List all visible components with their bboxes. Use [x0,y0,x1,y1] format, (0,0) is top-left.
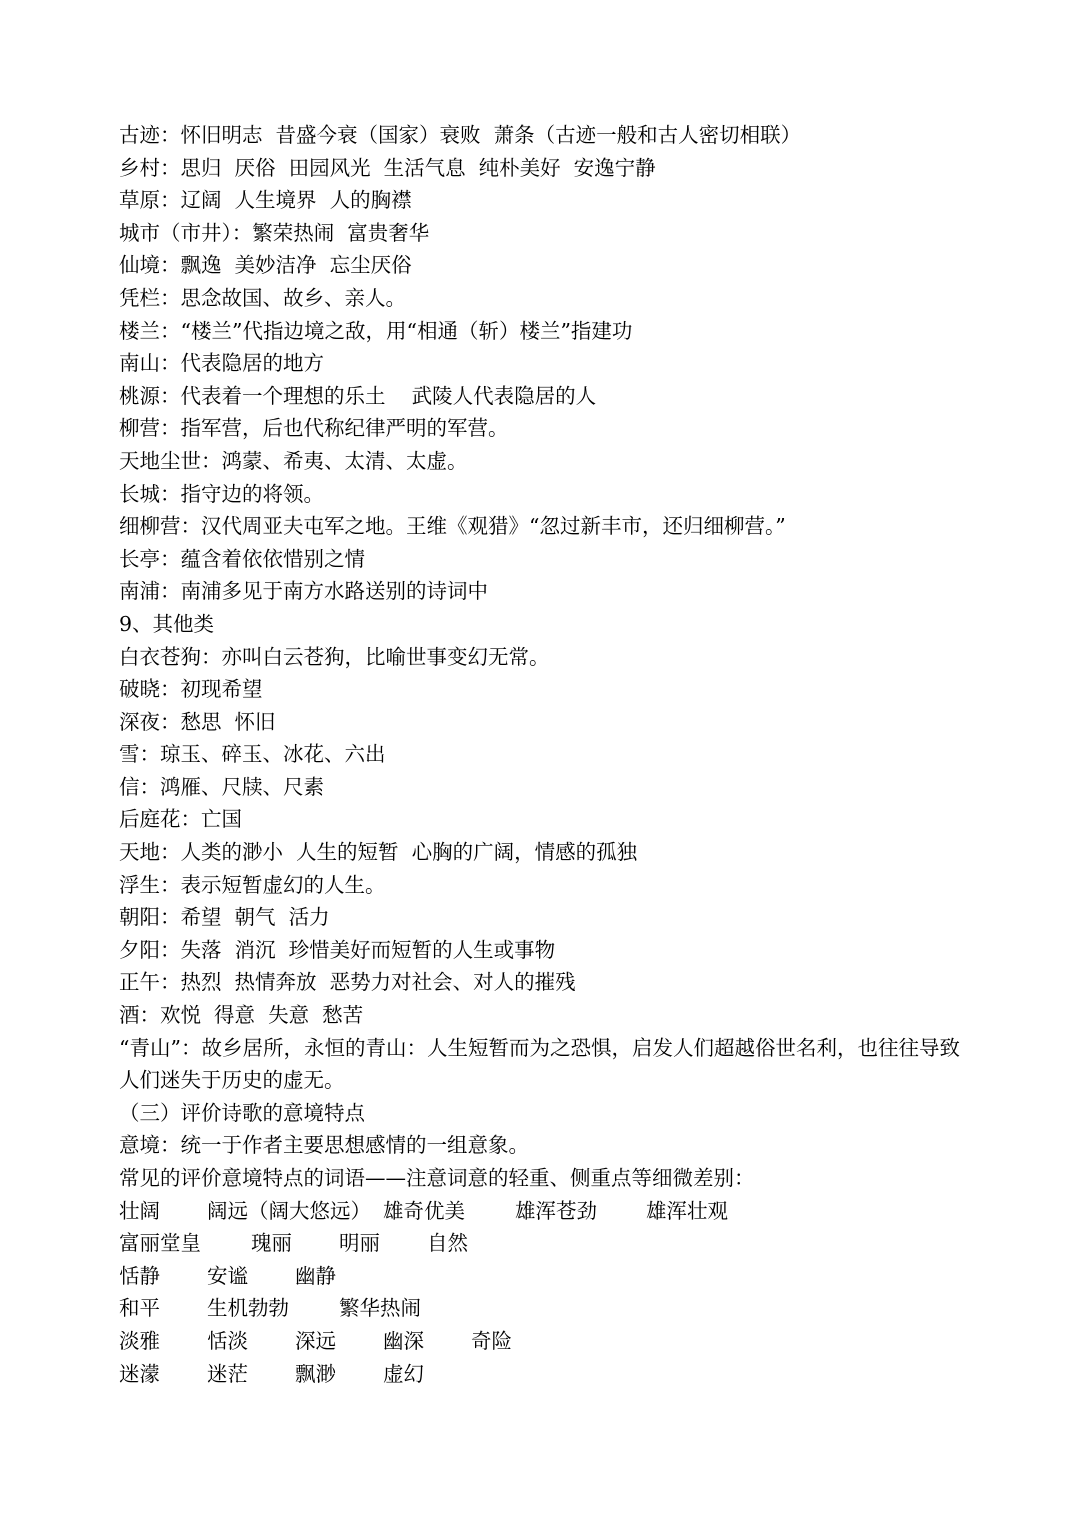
text-line-poxiao: 破晓：初现希望 [119,677,263,702]
word-cell: 恬静 [119,1263,160,1288]
word-row [119,1358,979,1391]
text-line-tiandi: 天地：人类的渺小 人生的短暂 心胸的广阔，情感的孤独 [119,840,638,865]
text-line-baiyi-cangou: 白衣苍狗：亦叫白云苍狗，比喻世事变幻无常。 [119,644,550,669]
definition-line: 意境：统一于作者主要思想感情的一组意象。 [119,1133,529,1158]
text-line-jiu: 酒：欢悦 得意 失意 愁苦 [119,1003,364,1028]
word-row [119,1195,979,1228]
word-cell: 幽深 [383,1328,424,1353]
word-cell: 富丽堂皇 [119,1231,201,1256]
word-row [119,1227,979,1260]
word-cell: 安谧 [207,1263,248,1288]
word-cell: 壮阔 [119,1198,160,1223]
word-cell: 雄浑壮观 [646,1198,728,1223]
section-heading-qita: 9、其他类 [119,611,215,636]
text-line-xin: 信：鸿雁、尺牍、尺素 [119,774,324,799]
text-line-fusheng: 浮生：表示短暂虚幻的人生。 [119,872,386,897]
word-cell: 迷濛 [119,1361,160,1386]
word-cell: 幽静 [295,1263,336,1288]
word-cell: 生机勃勃 [207,1296,289,1321]
text-line-zhengwu: 正午：热烈 热情奔放 恶势力对社会、对人的摧残 [119,970,576,995]
text-line-houtinghua: 后庭花：亡国 [119,807,242,832]
text-line-caoyuan: 草原：辽阔 人生境界 人的胸襟 [119,188,412,213]
word-cell: 瑰丽 [251,1231,292,1256]
text-line-shenye: 深夜：愁思 怀旧 [119,709,276,734]
word-row [119,1260,979,1293]
common-words-intro: 常见的评价意境特点的词语——注意词意的轻重、侧重点等细微差别： [119,1166,755,1190]
word-cell: 繁华热闹 [339,1296,421,1321]
text-line-nanshan: 南山：代表隐居的地方 [119,351,324,376]
word-cell: 奇险 [471,1328,512,1353]
paragraph-qingshan: “青山”：故乡居所，永恒的青山：人生短暂而为之恐惧，启发人们超越俗世名利，也往往导致人们迷失于历史的虚无。 [119,1035,960,1093]
word-cell: 淡雅 [119,1328,160,1353]
word-cell: 阔远（阔大悠远） [207,1198,371,1223]
text-line-xianjing: 仙境：飘逸 美妙洁净 忘尘厌俗 [119,253,412,278]
word-row [119,1325,979,1358]
word-cell: 和平 [119,1296,160,1321]
text-line-guji: 古迹：怀旧明志 昔盛今衰（国家）衰败 萧条（古迹一般和古人密切相联） [119,123,802,147]
text-line-zhaoyang: 朝阳：希望 朝气 活力 [119,905,330,930]
word-cell: 迷茫 [207,1361,248,1386]
text-line-loulan: 楼兰：“楼兰”代指边境之敌，用“相通（斩）楼兰”指建功 [119,318,633,343]
text-line-xiliuying: 细柳营：汉代周亚夫屯军之地。王维《观猎》“忽过新丰市，还归细柳营。” [119,514,786,539]
word-cell: 深远 [295,1328,336,1353]
text-line-tiandi-chenshi: 天地尘世：鸿蒙、希夷、太清、太虚。 [119,448,468,473]
text-line-pinglan: 凭栏：思念故国、故乡、亲人。 [119,285,406,310]
text-line-changcheng: 长城：指守边的将领。 [119,481,324,506]
text-line-liuying: 柳营：指军营，后也代称纪律严明的军营。 [119,416,509,441]
text-line-nanpu: 南浦：南浦多见于南方水路送别的诗词中 [119,579,488,604]
word-cell: 飘渺 [295,1361,336,1386]
word-cell: 恬淡 [207,1328,248,1353]
word-cell: 自然 [427,1231,468,1256]
text-line-chengshi: 城市（市井）：繁荣热闹 富贵奢华 [119,220,430,245]
text-line-changting: 长亭：蕴含着依依惜别之情 [119,546,365,571]
section-heading-yijing: （三）评价诗歌的意境特点 [119,1100,365,1125]
text-line-xiyang: 夕阳：失落 消沉 珍惜美好而短暂的人生或事物 [119,937,556,962]
text-line-xiangcun: 乡村：思归 厌俗 田园风光 生活气息 纯朴美好 安逸宁静 [119,155,656,180]
word-row [119,1292,979,1325]
text-line-taoyuan: 桃源：代表着一个理想的乐土 武陵人代表隐居的人 [119,383,597,408]
word-cell: 明丽 [339,1231,380,1256]
text-line-xue: 雪：琼玉、碎玉、冰花、六出 [119,742,386,767]
word-cell: 雄浑苍劲 [515,1198,597,1223]
word-cell: 虚幻 [383,1361,424,1386]
word-cell: 雄奇优美 [383,1198,465,1223]
document-page [119,119,979,1390]
